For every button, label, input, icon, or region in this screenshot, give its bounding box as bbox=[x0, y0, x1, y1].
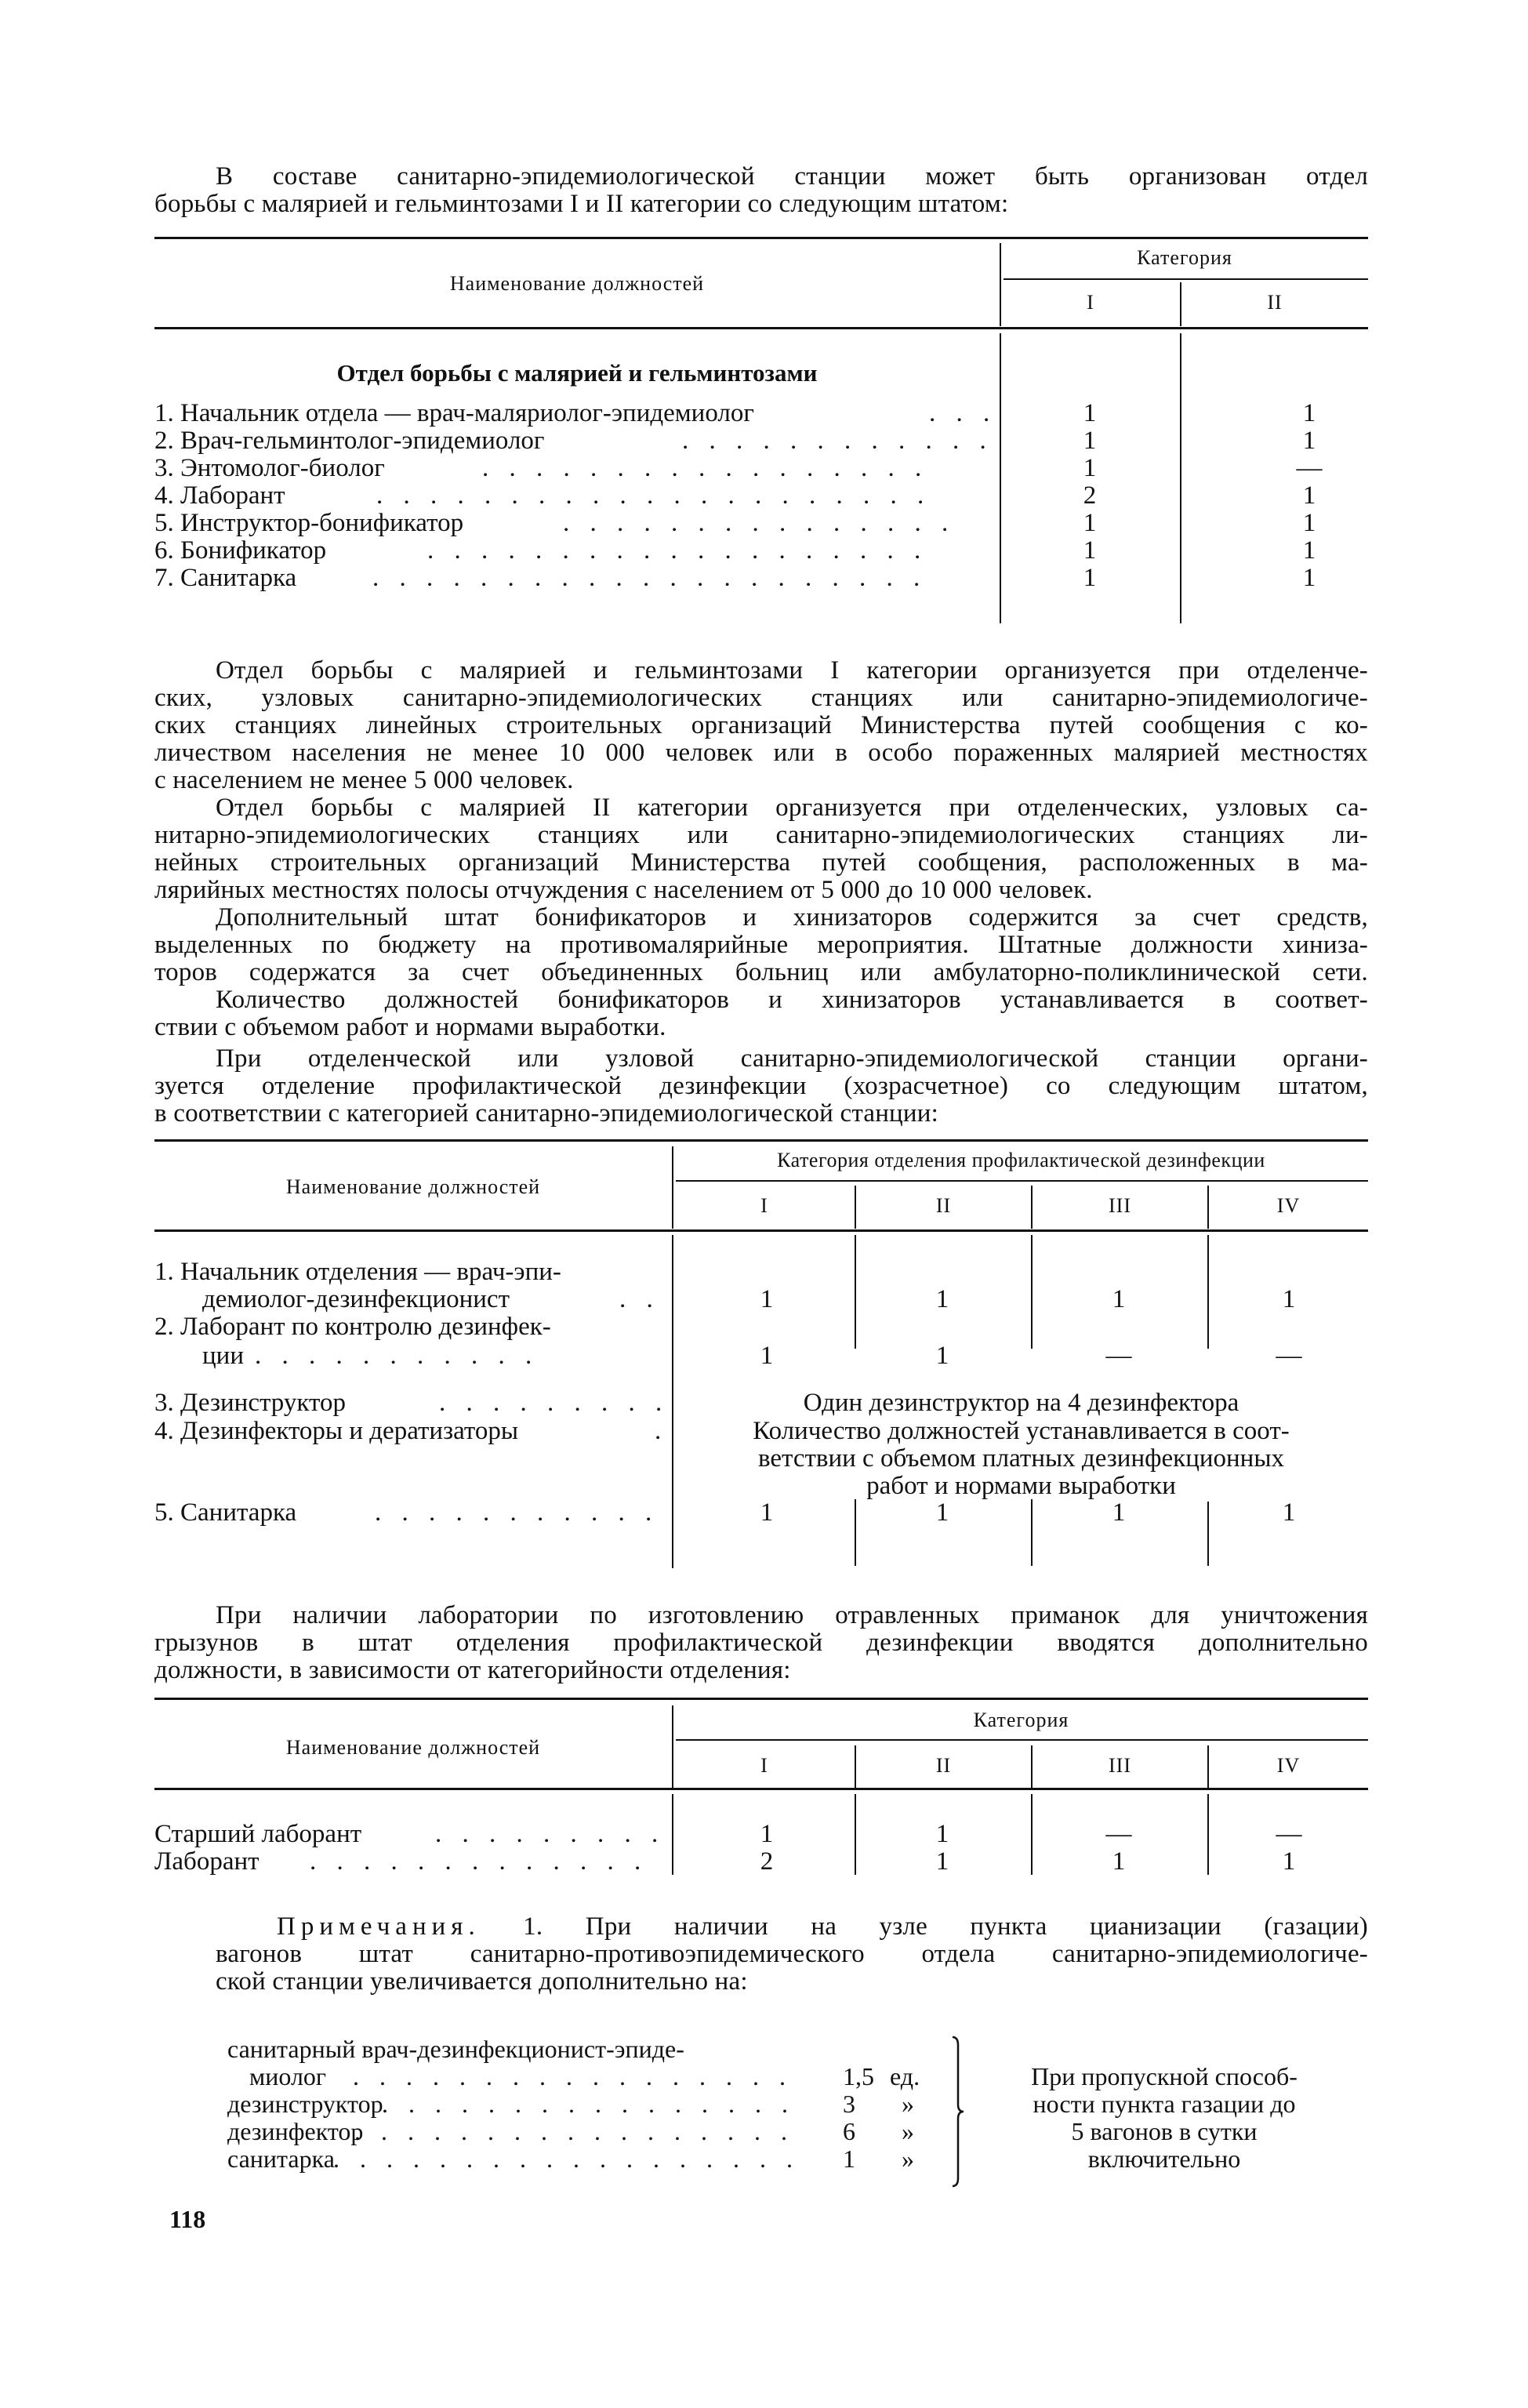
row-label: 6. Бонификатор bbox=[154, 536, 327, 565]
text-line: зуется отделение профилактической дезинфекции (хозрасчетное) со следующим штатом, bbox=[154, 1072, 1368, 1100]
paragraph-category-i bbox=[154, 657, 1368, 794]
value-cat-ii: 1 bbox=[935, 1847, 949, 1876]
column-divider bbox=[1207, 1502, 1209, 1566]
column-divider bbox=[1180, 333, 1181, 623]
text-line: вагонов штат санитарно-противоэпидемического отдела санитарно-эпидемиологиче- bbox=[216, 1940, 1368, 1968]
row-label: Старший лаборант bbox=[154, 1820, 362, 1848]
leader-dots: . . . . . . . . . . . bbox=[255, 1342, 539, 1370]
text-line: личеством населения не менее 10 000 человек или в особо пораженных малярией местностях bbox=[154, 739, 1368, 767]
category-header-i: I bbox=[760, 1754, 768, 1777]
column-divider bbox=[855, 1235, 856, 1349]
paragraph-category-ii bbox=[154, 794, 1368, 904]
row-label: 5. Инструктор-бонификатор bbox=[154, 509, 464, 537]
text-line: При отделенческой или узловой санитарно-эпидемиологической станции органи- bbox=[216, 1044, 1368, 1073]
item-quantity: 3 bbox=[843, 2090, 855, 2118]
text-line: ских, узловых санитарно-эпидемиологических станциях или санитарно-эпидемиологиче- bbox=[154, 684, 1368, 712]
text-line: в соответствии с категорией санитарно-эпидемиологической станции: bbox=[154, 1099, 939, 1128]
value-cat-ii: 1 bbox=[1302, 509, 1316, 537]
text-line: нитарно-эпидемиологических станциях или санитарно-эпидемиологических станциях ли- bbox=[154, 821, 1368, 849]
row-label: 2. Врач-гельминтолог-эпидемиолог bbox=[154, 427, 545, 455]
value-cat-ii: — bbox=[1296, 454, 1323, 482]
spanning-note: Количество должностей устанавливается в соот- bbox=[753, 1417, 1290, 1445]
value-cat-ii: 1 bbox=[935, 1342, 949, 1370]
right-brace-icon bbox=[950, 2036, 966, 2188]
header-split-rule bbox=[676, 1739, 1368, 1741]
column-divider bbox=[1207, 1794, 1209, 1875]
leader-dots: . . . . . . . . . . . . . . . . . bbox=[482, 454, 929, 482]
leader-dots: . . . . . . . . . . . . . . . bbox=[563, 509, 956, 537]
value-cat-i: 1 bbox=[760, 1498, 774, 1527]
value-cat-iv: 1 bbox=[1282, 1847, 1296, 1876]
row-label: 4. Дезинфекторы и дератизаторы bbox=[154, 1417, 519, 1445]
row-label: 1. Начальник отделения — врач-эпи- bbox=[154, 1258, 561, 1286]
category-header-iv: IV bbox=[1276, 1194, 1301, 1217]
text-line: Дополнительный штат бонификаторов и хинизаторов содержится за счет средств, bbox=[216, 903, 1368, 932]
category-header-iii: III bbox=[1109, 1754, 1131, 1777]
column-header-name: Наименование должностей bbox=[449, 272, 705, 295]
header-bottom-rule bbox=[154, 327, 1368, 329]
category-header-iv: IV bbox=[1276, 1754, 1301, 1777]
value-cat-ii: 1 bbox=[935, 1820, 949, 1848]
row-label: 3. Дезинструктор bbox=[154, 1389, 346, 1417]
category-header-i: I bbox=[1087, 291, 1094, 314]
text-line: Отдел борьбы с малярией II категории организуется при отделенческих, узловых са- bbox=[216, 794, 1368, 822]
leader-dots: . . . . . . . . . . . . . . . . . . bbox=[333, 2145, 800, 2173]
header-split-rule bbox=[1004, 278, 1368, 280]
value-cat-ii: 1 bbox=[1302, 427, 1316, 455]
value-cat-iii: — bbox=[1105, 1342, 1132, 1370]
text-line: должности, в зависимости от категорийности отделения: bbox=[154, 1656, 791, 1684]
table-top-rule bbox=[154, 237, 1368, 239]
leader-dots: . . . bbox=[929, 399, 997, 427]
text-line: лярийных местностях полосы отчуждения с населением от 5 000 до 10 000 человек. bbox=[154, 876, 1093, 904]
header-bottom-rule bbox=[154, 1788, 1368, 1790]
item-label: дезинфектор bbox=[227, 2117, 364, 2145]
column-header-category: Категория bbox=[973, 1709, 1069, 1731]
text-line: грызунов в штат отделения профилактической дезинфекции вводятся дополнительно bbox=[154, 1629, 1368, 1657]
row-label-continued: демиолог-дезинфекционист bbox=[202, 1285, 510, 1313]
value-cat-ii: 1 bbox=[1302, 536, 1316, 565]
category-header-ii: II bbox=[935, 1194, 952, 1217]
row-label: 1. Начальник отдела — врач-маляриолог-эпидемиолог bbox=[154, 399, 754, 427]
column-header-name: Наименование должностей bbox=[285, 1175, 541, 1198]
leader-dots: . . . . . . . . . . . bbox=[375, 1498, 659, 1527]
value-cat-i: 2 bbox=[760, 1847, 774, 1876]
leader-dots: . bbox=[655, 1417, 669, 1445]
category-header-ii: II bbox=[1267, 291, 1283, 314]
leader-dots: . . . . . . . . . . . . bbox=[682, 427, 993, 455]
value-cat-i: 1 bbox=[760, 1285, 774, 1313]
leader-dots: . . . . . . . . . . . . . . . . . . . . . bbox=[376, 481, 931, 510]
section-title: Отдел борьбы с малярией и гельминтозами bbox=[336, 359, 818, 387]
text-line: Примечания. 1. При наличии на узле пункта цианизации (газации) bbox=[277, 1912, 1368, 1941]
leader-dots: . . . . . . . . . . . . . . . . . bbox=[353, 2062, 793, 2090]
value-cat-ii: 1 bbox=[935, 1285, 949, 1313]
text-line: с населением не менее 5 000 человек. bbox=[154, 766, 574, 794]
spanning-note: Один дезинструктор на 4 дезинфектора bbox=[803, 1389, 1239, 1417]
page-number: 118 bbox=[169, 2205, 206, 2233]
condition-line: 5 вагонов в сутки bbox=[1071, 2117, 1258, 2145]
text-line: выделенных по бюджету на противомалярийные мероприятия. Штатные должности хиниза- bbox=[154, 931, 1368, 959]
value-cat-iii: 1 bbox=[1112, 1498, 1126, 1527]
text-line: В составе санитарно-эпидемиологической станции может быть организован отдел bbox=[216, 162, 1368, 191]
category-header-ii: II bbox=[935, 1754, 952, 1777]
column-divider bbox=[855, 1794, 856, 1875]
table-top-rule bbox=[154, 1139, 1368, 1142]
value-cat-iv: — bbox=[1276, 1820, 1302, 1848]
item-quantity: 1 bbox=[843, 2145, 855, 2173]
text-line: борьбы с малярией и гельминтозами I и II категории со следующим штатом: bbox=[154, 190, 1009, 218]
column-divider bbox=[1031, 1499, 1033, 1566]
value-cat-iii: — bbox=[1105, 1820, 1132, 1848]
item-label: санитарный врач-дезинфекционист-эпиде- bbox=[227, 2035, 684, 2063]
column-divider bbox=[1031, 1794, 1033, 1875]
leader-dots: . . . . . . . . . bbox=[439, 1389, 670, 1417]
text-line: ствии с объемом работ и нормами выработки. bbox=[154, 1013, 666, 1041]
text-line: нейных строительных организаций Министерства путей сообщения, расположенных в ма- bbox=[154, 848, 1368, 877]
value-cat-i: 1 bbox=[1083, 427, 1097, 455]
notes-heading: Примечания. bbox=[277, 1912, 481, 1941]
item-quantity: 1,5 bbox=[843, 2062, 874, 2090]
column-header-category: Категория отделения профилактической дезинфекции bbox=[777, 1149, 1265, 1171]
value-cat-i: 1 bbox=[760, 1342, 774, 1370]
column-divider bbox=[1207, 1235, 1209, 1349]
spanning-note: работ и нормами выработки bbox=[866, 1472, 1176, 1500]
text-line: ских станциях линейных строительных организаций Министерства путей сообщения с ко- bbox=[154, 711, 1368, 739]
value-cat-i: 1 bbox=[1083, 454, 1097, 482]
item-label: санитарка bbox=[227, 2145, 335, 2173]
value-cat-ii: 1 bbox=[1302, 399, 1316, 427]
condition-line: При пропускной способ- bbox=[1031, 2062, 1298, 2090]
table-top-rule bbox=[154, 1698, 1368, 1700]
row-label-continued: ции bbox=[202, 1342, 244, 1370]
value-cat-iv: — bbox=[1276, 1342, 1302, 1370]
header-split-rule bbox=[676, 1180, 1368, 1182]
text-line: ской станции увеличивается дополнительно на: bbox=[216, 1967, 748, 1996]
intro-paragraph bbox=[154, 163, 1368, 218]
item-unit: » bbox=[902, 2145, 914, 2173]
leader-dots: . . . . . . . . . . . . . . . . bbox=[382, 2090, 795, 2118]
item-quantity: 6 bbox=[843, 2117, 855, 2145]
condition-line: включительно bbox=[1087, 2145, 1241, 2173]
item-label: дезинструктор bbox=[227, 2090, 383, 2118]
spanning-note: ветствии с объемом платных дезинфекционных bbox=[757, 1444, 1285, 1473]
row-label: Лаборант bbox=[154, 1847, 260, 1876]
paragraph-bait-laboratory bbox=[154, 1602, 1368, 1684]
value-cat-i: 2 bbox=[1083, 481, 1097, 510]
column-divider bbox=[672, 1705, 673, 1789]
column-divider bbox=[672, 1794, 673, 1875]
column-divider bbox=[1031, 1235, 1033, 1349]
text-line: Отдел борьбы с малярией и гельминтозами I категории организуется при отделенче- bbox=[216, 656, 1368, 685]
row-label: 2. Лаборант по контролю дезинфек- bbox=[154, 1313, 551, 1341]
row-label: 3. Энтомолог-биолог bbox=[154, 454, 385, 482]
notes-paragraph bbox=[216, 1913, 1368, 1996]
text-line: Количество должностей бонификаторов и хинизаторов устанавливается в соответ- bbox=[216, 986, 1368, 1014]
value-cat-ii: 1 bbox=[1302, 564, 1316, 592]
value-cat-ii: 1 bbox=[935, 1498, 949, 1527]
column-header-category: Категория bbox=[1137, 246, 1232, 269]
row-label: 4. Лаборант bbox=[154, 481, 285, 510]
leader-dots: . . . . . . . . . . . . . . . . . bbox=[354, 2117, 794, 2145]
item-unit: » bbox=[902, 2090, 914, 2118]
column-divider bbox=[672, 1235, 673, 1568]
leader-dots: . . . . . . . . . . . . . bbox=[310, 1847, 648, 1876]
row-label: 7. Санитарка bbox=[154, 564, 297, 592]
value-cat-iii: 1 bbox=[1112, 1847, 1126, 1876]
condition-line: ности пункта газации до bbox=[1033, 2090, 1296, 2118]
item-unit: » bbox=[902, 2117, 914, 2145]
value-cat-i: 1 bbox=[1083, 564, 1097, 592]
item-unit: ед. bbox=[890, 2062, 920, 2090]
leader-dots: . . . . . . . . . . . . . . . . . . . bbox=[427, 536, 928, 565]
leader-dots: . . bbox=[619, 1285, 660, 1313]
value-cat-ii: 1 bbox=[1302, 481, 1316, 510]
column-divider bbox=[672, 1146, 673, 1229]
value-cat-i: 1 bbox=[1083, 509, 1097, 537]
column-divider bbox=[1000, 333, 1001, 623]
text-line: торов содержатся за счет объединенных больниц или амбулаторно-поликлинической сети. bbox=[154, 958, 1368, 986]
category-header-i: I bbox=[760, 1194, 768, 1217]
category-header-iii: III bbox=[1109, 1194, 1131, 1217]
paragraph-positions-count bbox=[154, 986, 1368, 1041]
header-bottom-rule bbox=[154, 1229, 1368, 1232]
value-cat-i: 1 bbox=[1083, 399, 1097, 427]
value-cat-i: 1 bbox=[1083, 536, 1097, 565]
column-header-name: Наименование должностей bbox=[285, 1736, 541, 1759]
value-cat-iv: 1 bbox=[1282, 1498, 1296, 1527]
leader-dots: . . . . . . . . . . . . . . . . . . . . . bbox=[372, 564, 927, 592]
paragraph-disinfection-unit bbox=[154, 1045, 1368, 1128]
value-cat-iii: 1 bbox=[1112, 1285, 1126, 1313]
value-cat-iv: 1 bbox=[1282, 1285, 1296, 1313]
value-cat-i: 1 bbox=[760, 1820, 774, 1848]
paragraph-additional-staff bbox=[154, 904, 1368, 986]
row-label: 5. Санитарка bbox=[154, 1498, 297, 1527]
item-label-continued: миолог bbox=[249, 2062, 327, 2090]
column-divider bbox=[855, 1499, 856, 1566]
text-line: При наличии лаборатории по изготовлению отравленных приманок для уничтожения bbox=[216, 1601, 1368, 1629]
leader-dots: . . . . . . . . . bbox=[435, 1820, 666, 1848]
